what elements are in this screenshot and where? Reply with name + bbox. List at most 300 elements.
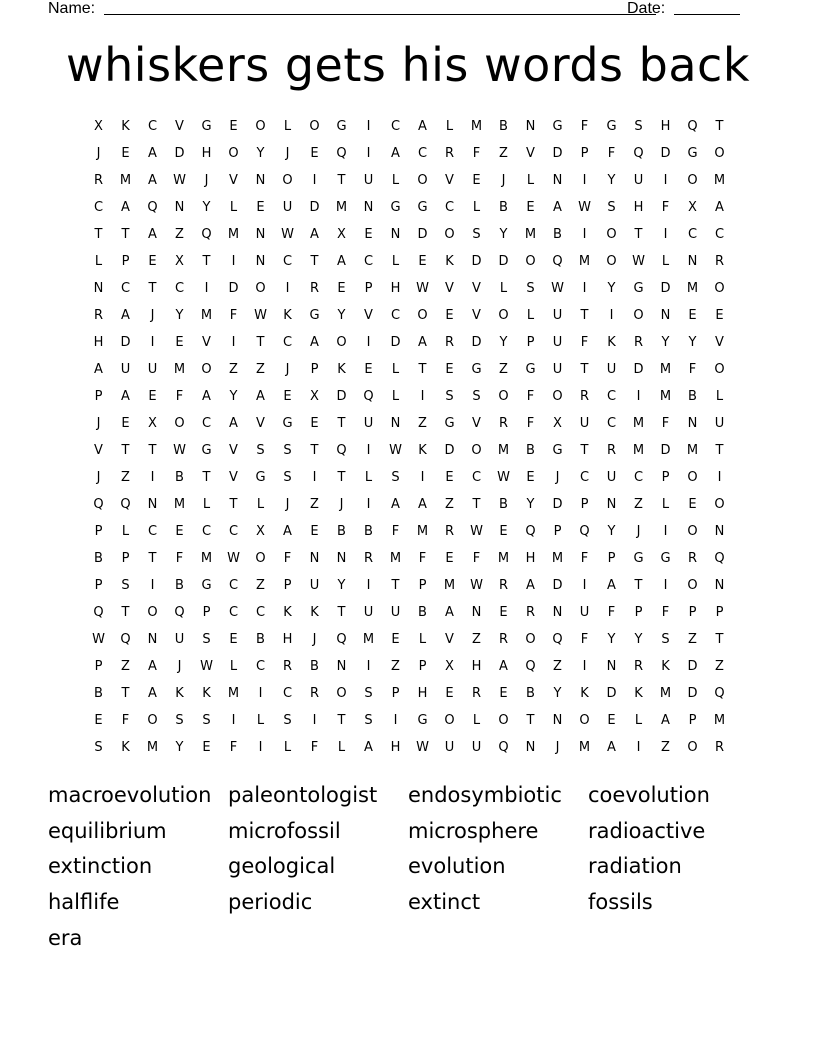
grid-letter: Q (633, 146, 644, 161)
grid-letter: F (526, 416, 535, 431)
grid-letter: D (660, 281, 671, 296)
grid-letter: I (312, 173, 317, 188)
grid-letter: G (471, 362, 482, 377)
grid-letter: R (93, 308, 104, 323)
grid-letter: N (552, 713, 563, 728)
grid-letter: K (121, 740, 130, 755)
grid-letter: O (336, 335, 347, 350)
grid-letter: Y (499, 335, 508, 350)
grid-letter: R (498, 416, 509, 431)
grid-row (85, 518, 735, 545)
grid-letter: Q (579, 524, 590, 539)
grid-row (85, 167, 735, 194)
grid-letter: I (285, 281, 290, 296)
grid-letter: E (148, 254, 157, 269)
grid-letter: I (366, 146, 371, 161)
word-list-item: microfossil (228, 818, 341, 843)
word-list-item: era (48, 925, 83, 950)
grid-letter: B (499, 497, 508, 512)
grid-letter: L (256, 713, 265, 728)
grid-letter: O (687, 470, 698, 485)
grid-letter: S (283, 470, 292, 485)
grid-letter: C (120, 281, 131, 296)
grid-row (85, 140, 735, 167)
word-list-item: coevolution (588, 783, 710, 807)
grid-letter: R (444, 524, 455, 539)
grid-letter: Q (552, 632, 563, 647)
grid-letter: C (228, 578, 239, 593)
grid-letter: D (471, 254, 482, 269)
grid-letter: R (525, 605, 536, 620)
grid-row (85, 572, 735, 599)
grid-letter: C (228, 524, 239, 539)
grid-row (85, 302, 735, 329)
grid-letter: I (366, 497, 371, 512)
grid-letter: O (714, 281, 725, 296)
grid-letter: F (661, 200, 670, 215)
grid-letter: A (121, 389, 130, 404)
grid-letter: F (607, 146, 616, 161)
grid-letter: G (660, 551, 671, 566)
grid-letter: N (255, 173, 266, 188)
grid-letter: N (525, 119, 536, 134)
grid-letter: X (310, 389, 319, 404)
grid-letter: M (227, 227, 240, 242)
grid-letter: A (148, 659, 157, 674)
grid-letter: O (714, 362, 725, 377)
grid-letter: Z (175, 227, 184, 242)
grid-letter: N (336, 551, 347, 566)
grid-letter: E (445, 362, 454, 377)
grid-letter: A (94, 362, 103, 377)
grid-letter: G (255, 470, 266, 485)
grid-letter: G (417, 713, 428, 728)
grid-letter: O (525, 632, 536, 647)
name-label: Name: (48, 0, 96, 17)
grid-letter: C (201, 524, 212, 539)
grid-letter: O (606, 227, 617, 242)
grid-letter: M (443, 578, 456, 593)
grid-letter: I (663, 578, 668, 593)
grid-letter: E (175, 524, 184, 539)
grid-letter: B (526, 443, 535, 458)
grid-letter: B (364, 524, 373, 539)
grid-letter: N (714, 578, 725, 593)
grid-letter: Y (337, 308, 346, 323)
grid-letter: T (337, 605, 346, 620)
grid-letter: V (526, 146, 535, 161)
grid-letter: I (582, 281, 587, 296)
grid-letter: K (580, 686, 589, 701)
grid-letter: P (688, 605, 697, 620)
word-list-item: extinct (408, 890, 481, 915)
grid-letter: P (121, 551, 130, 566)
grid-letter: M (578, 740, 591, 755)
grid-letter: P (391, 686, 400, 701)
grid-letter: L (202, 497, 211, 512)
grid-letter: T (148, 443, 157, 458)
grid-letter: G (201, 443, 212, 458)
grid-letter: G (201, 119, 212, 134)
grid-row (85, 194, 735, 221)
grid-letter: A (715, 200, 724, 215)
grid-letter: O (174, 416, 185, 431)
grid-letter: I (663, 227, 668, 242)
grid-letter: J (204, 173, 209, 188)
grid-letter: E (445, 551, 454, 566)
grid-letter: E (256, 200, 265, 215)
grid-letter: W (227, 551, 240, 566)
grid-letter: W (632, 254, 645, 269)
grid-letter: Z (499, 146, 508, 161)
grid-row (85, 275, 735, 302)
grid-letter: I (366, 659, 371, 674)
grid-letter: H (282, 632, 293, 647)
grid-letter: O (336, 686, 347, 701)
grid-letter: L (337, 740, 346, 755)
grid-letter: N (660, 308, 671, 323)
grid-letter: M (389, 551, 402, 566)
grid-letter: I (366, 578, 371, 593)
grid-letter: W (92, 632, 105, 647)
grid-letter: A (121, 200, 130, 215)
grid-letter: E (175, 335, 184, 350)
grid-letter: L (391, 362, 400, 377)
grid-letter: M (470, 119, 483, 134)
grid-letter: R (714, 740, 725, 755)
grid-letter: M (335, 200, 348, 215)
grid-letter: F (526, 389, 535, 404)
grid-letter: P (688, 713, 697, 728)
grid-letter: N (687, 254, 698, 269)
grid-letter: D (336, 389, 347, 404)
grid-letter: I (258, 740, 263, 755)
grid-letter: Y (688, 335, 697, 350)
grid-letter: K (175, 686, 184, 701)
grid-letter: B (94, 686, 103, 701)
grid-letter: Z (688, 632, 697, 647)
grid-letter: A (337, 254, 346, 269)
grid-letter: O (687, 578, 698, 593)
grid-letter: S (256, 443, 265, 458)
grid-letter: K (418, 443, 427, 458)
grid-letter: D (633, 362, 644, 377)
grid-letter: D (552, 497, 563, 512)
grid-letter: C (228, 605, 239, 620)
grid-letter: M (551, 551, 564, 566)
grid-letter: H (390, 281, 401, 296)
grid-letter: O (606, 254, 617, 269)
grid-letter: A (553, 200, 562, 215)
grid-letter: C (444, 200, 455, 215)
grid-letter: D (471, 335, 482, 350)
grid-row (85, 653, 735, 680)
grid-letter: T (337, 470, 346, 485)
grid-letter: P (94, 389, 103, 404)
grid-letter: E (445, 470, 454, 485)
grid-letter: A (607, 740, 616, 755)
grid-letter: M (578, 254, 591, 269)
header-line (48, 0, 748, 20)
grid-letter: Y (526, 497, 535, 512)
grid-letter: B (418, 605, 427, 620)
grid-letter: E (310, 146, 319, 161)
grid-letter: U (309, 578, 320, 593)
grid-letter: H (201, 146, 212, 161)
grid-letter: V (256, 416, 265, 431)
grid-letter: I (312, 713, 317, 728)
grid-letter: R (633, 659, 644, 674)
grid-letter: O (714, 497, 725, 512)
grid-letter: V (229, 173, 238, 188)
grid-letter: V (715, 335, 724, 350)
grid-letter: E (499, 686, 508, 701)
grid-letter: L (283, 119, 292, 134)
grid-letter: C (390, 308, 401, 323)
grid-letter: B (499, 200, 508, 215)
grid-letter: H (633, 200, 644, 215)
grid-letter: K (310, 605, 319, 620)
grid-letter: T (121, 443, 130, 458)
grid-letter: I (663, 173, 668, 188)
grid-letter: T (310, 254, 319, 269)
grid-letter: N (255, 254, 266, 269)
grid-letter: T (148, 281, 157, 296)
grid-letter: F (661, 416, 670, 431)
grid-letter: M (227, 686, 240, 701)
grid-letter: R (498, 578, 509, 593)
grid-letter: M (686, 281, 699, 296)
grid-letter: U (606, 470, 617, 485)
grid-letter: B (256, 632, 265, 647)
grid-letter: K (202, 686, 211, 701)
grid-row (85, 464, 735, 491)
grid-letter: T (202, 470, 211, 485)
grid-letter: Y (634, 632, 643, 647)
grid-letter: X (337, 227, 346, 242)
grid-letter: A (148, 227, 157, 242)
grid-letter: S (391, 470, 400, 485)
grid-letter: Q (93, 497, 104, 512)
grid-letter: L (445, 119, 454, 134)
grid-letter: T (715, 632, 724, 647)
grid-letter: Q (336, 443, 347, 458)
grid-letter: C (282, 335, 293, 350)
grid-letter: O (417, 308, 428, 323)
grid-letter: J (96, 470, 101, 485)
grid-letter: B (175, 578, 184, 593)
grid-letter: L (256, 497, 265, 512)
grid-letter: M (173, 362, 186, 377)
grid-letter: F (283, 551, 292, 566)
grid-letter: Q (147, 200, 158, 215)
grid-letter: N (147, 497, 158, 512)
word-list-item: radiation (588, 854, 682, 879)
grid-letter: A (499, 659, 508, 674)
grid-letter: Z (418, 416, 427, 431)
grid-letter: T (148, 551, 157, 566)
grid-letter: E (229, 119, 238, 134)
grid-letter: I (366, 443, 371, 458)
grid-letter: Q (552, 254, 563, 269)
grid-letter: I (258, 686, 263, 701)
grid-letter: M (632, 443, 645, 458)
grid-letter: N (687, 416, 698, 431)
grid-letter: A (121, 308, 130, 323)
grid-letter: E (472, 173, 481, 188)
grid-letter: Q (93, 605, 104, 620)
grid-letter: T (310, 443, 319, 458)
grid-letter: E (526, 200, 535, 215)
grid-letter: I (312, 470, 317, 485)
grid-letter: N (309, 551, 320, 566)
grid-letter: M (173, 497, 186, 512)
grid-letter: B (526, 686, 535, 701)
grid-letter: O (714, 146, 725, 161)
grid-letter: C (714, 227, 725, 242)
grid-row (85, 437, 735, 464)
grid-letter: Z (715, 659, 724, 674)
grid-letter: D (498, 254, 509, 269)
grid-letter: I (663, 524, 668, 539)
grid-letter: G (606, 119, 617, 134)
grid-letter: J (555, 740, 560, 755)
grid-letter: E (283, 389, 292, 404)
grid-letter: V (472, 281, 481, 296)
word-list-item: radioactive (588, 818, 706, 843)
grid-letter: F (418, 551, 427, 566)
grid-letter: D (309, 200, 320, 215)
grid-letter: A (661, 713, 670, 728)
grid-letter: L (661, 254, 670, 269)
grid-letter: R (471, 686, 482, 701)
grid-letter: R (282, 659, 293, 674)
grid-letter: Z (661, 740, 670, 755)
grid-letter: R (579, 389, 590, 404)
grid-letter: G (444, 416, 455, 431)
grid-letter: E (364, 362, 373, 377)
grid-letter: N (714, 524, 725, 539)
grid-letter: U (633, 173, 644, 188)
grid-letter: D (444, 443, 455, 458)
grid-letter: E (391, 632, 400, 647)
grid-letter: I (582, 227, 587, 242)
grid-letter: L (364, 470, 373, 485)
grid-letter: W (497, 470, 510, 485)
grid-letter: O (633, 308, 644, 323)
grid-letter: S (121, 578, 130, 593)
grid-letter: I (609, 308, 614, 323)
grid-letter: O (228, 146, 239, 161)
grid-letter: P (364, 281, 373, 296)
grid-letter: I (582, 578, 587, 593)
grid-letter: R (633, 335, 644, 350)
grid-letter: T (580, 308, 589, 323)
grid-letter: T (580, 362, 589, 377)
grid-letter: S (472, 389, 481, 404)
grid-letter: J (285, 362, 290, 377)
grid-letter: Q (525, 524, 536, 539)
grid-letter: A (526, 578, 535, 593)
grid-letter: X (445, 659, 454, 674)
grid-letter: O (255, 281, 266, 296)
grid-letter: R (444, 335, 455, 350)
grid-letter: E (121, 416, 130, 431)
grid-letter: J (96, 146, 101, 161)
grid-letter: E (364, 227, 373, 242)
grid-row (85, 329, 735, 356)
grid-letter: O (525, 254, 536, 269)
grid-letter: T (391, 578, 400, 593)
grid-letter: P (94, 578, 103, 593)
grid-letter: E (310, 524, 319, 539)
word-list-item: extinction (48, 854, 153, 879)
word-list-item: endosymbiotic (408, 783, 562, 807)
grid-letter: N (174, 200, 185, 215)
grid-letter: J (636, 524, 641, 539)
grid-letter: P (202, 605, 211, 620)
grid-letter: T (715, 119, 724, 134)
grid-letter: W (416, 281, 429, 296)
grid-letter: A (310, 335, 319, 350)
grid-letter: W (470, 578, 483, 593)
grid-letter: D (120, 335, 131, 350)
word-list-item: equilibrium (48, 818, 167, 843)
grid-letter: T (337, 713, 346, 728)
grid-letter: T (634, 578, 643, 593)
grid-letter: Y (607, 173, 616, 188)
grid-letter: O (147, 713, 158, 728)
grid-letter: X (148, 416, 157, 431)
grid-letter: I (231, 254, 236, 269)
grid-letter: C (606, 416, 617, 431)
grid-letter: M (659, 362, 672, 377)
grid-letter: L (499, 281, 508, 296)
grid-letter: I (204, 281, 209, 296)
grid-letter: T (418, 362, 427, 377)
grid-letter: A (283, 524, 292, 539)
grid-letter: O (498, 308, 509, 323)
grid-letter: W (551, 281, 564, 296)
grid-letter: A (391, 497, 400, 512)
grid-letter: E (202, 740, 211, 755)
grid-letter: E (310, 416, 319, 431)
grid-letter: G (309, 308, 320, 323)
grid-letter: T (337, 173, 346, 188)
grid-letter: V (94, 443, 103, 458)
grid-letter: U (606, 362, 617, 377)
grid-letter: L (94, 254, 103, 269)
grid-letter: B (553, 227, 562, 242)
grid-letter: O (444, 713, 455, 728)
grid-letter: C (201, 416, 212, 431)
grid-letter: J (177, 659, 182, 674)
grid-letter: D (606, 686, 617, 701)
grid-letter: D (417, 227, 428, 242)
grid-letter: D (390, 335, 401, 350)
grid-letter: V (202, 335, 211, 350)
grid-letter: A (418, 497, 427, 512)
grid-letter: V (445, 632, 454, 647)
date-blank (674, 14, 740, 15)
word-list-item: microsphere (408, 818, 539, 843)
word-list-item: fossils (588, 890, 653, 915)
grid-letter: X (688, 200, 697, 215)
grid-letter: I (231, 335, 236, 350)
grid-letter: Z (445, 497, 454, 512)
grid-letter: O (498, 713, 509, 728)
grid-letter: G (201, 578, 212, 593)
